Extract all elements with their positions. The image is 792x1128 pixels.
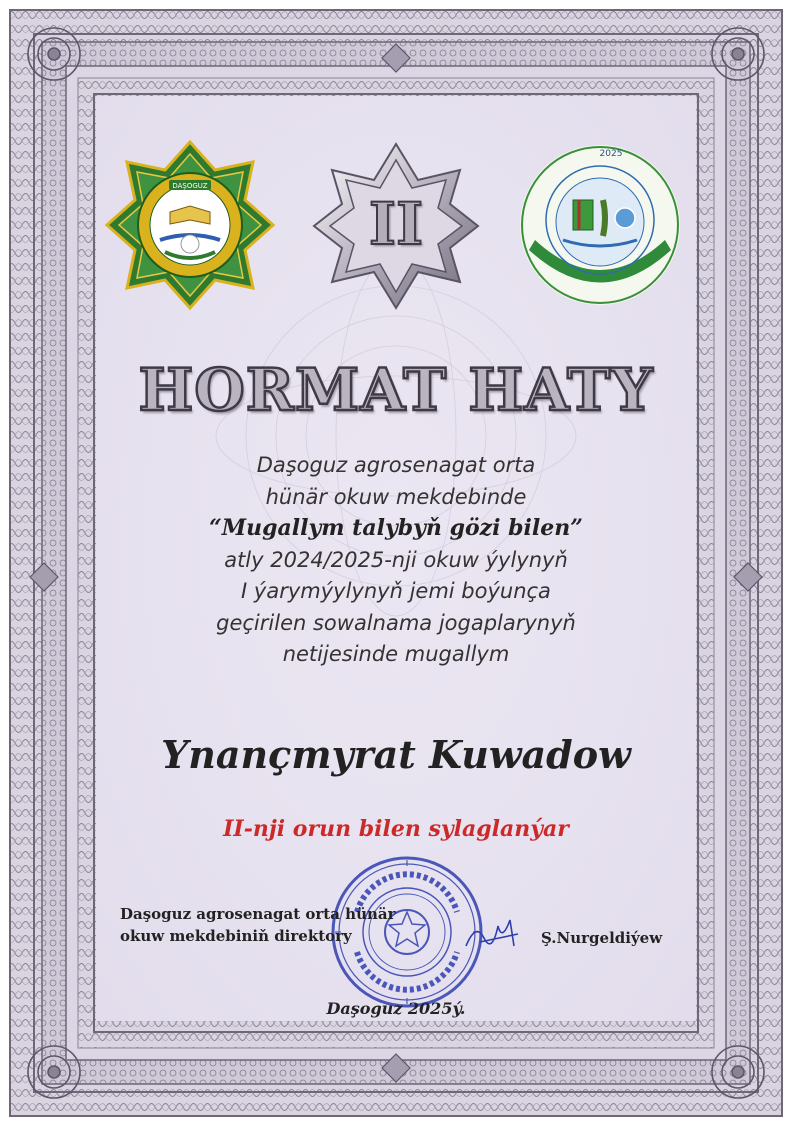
body-line: geçirilen sowalnama jogaplarynyň [216,610,576,635]
certificate-body [96,450,696,671]
director-signature [462,912,524,956]
contest-name: “Mugallym talybyň gözi bilen” [209,515,583,541]
signatory-title-line: okuw mekdebiniň direktory [120,927,352,945]
body-line: I ýarymýylynyň jemi boýunça [241,579,551,603]
body-line: Daşoguz agrosenagat orta [256,453,536,477]
school-emblem [105,140,275,310]
rank-star-emblem [310,140,482,312]
emblem-label: DAŞOGUZ [172,182,208,190]
year-emblem [515,140,685,310]
signatory-name: Ş.Nurgeldiýew [541,929,663,947]
body-line: hünär okuw mekdebinde [265,484,527,509]
emblem-year: 2025 [599,149,623,159]
rank-numeral: II [368,190,424,258]
recipient-name: Ynançmyrat Kuwadow [161,732,631,777]
body-line: atly 2024/2025-nji okuw ýylynyň [224,547,568,572]
place-date: Daşoguz 2025ý. [326,999,466,1018]
body-line: netijesinde mugallym [282,642,510,666]
signatory-title-line: Daşoguz agrosenagat orta hünär [120,905,396,923]
signatory-title [120,903,396,947]
certificate-title: HORMAT HATY [138,356,654,424]
award-line: II-nji orun bilen sylaglanýar [223,816,569,842]
